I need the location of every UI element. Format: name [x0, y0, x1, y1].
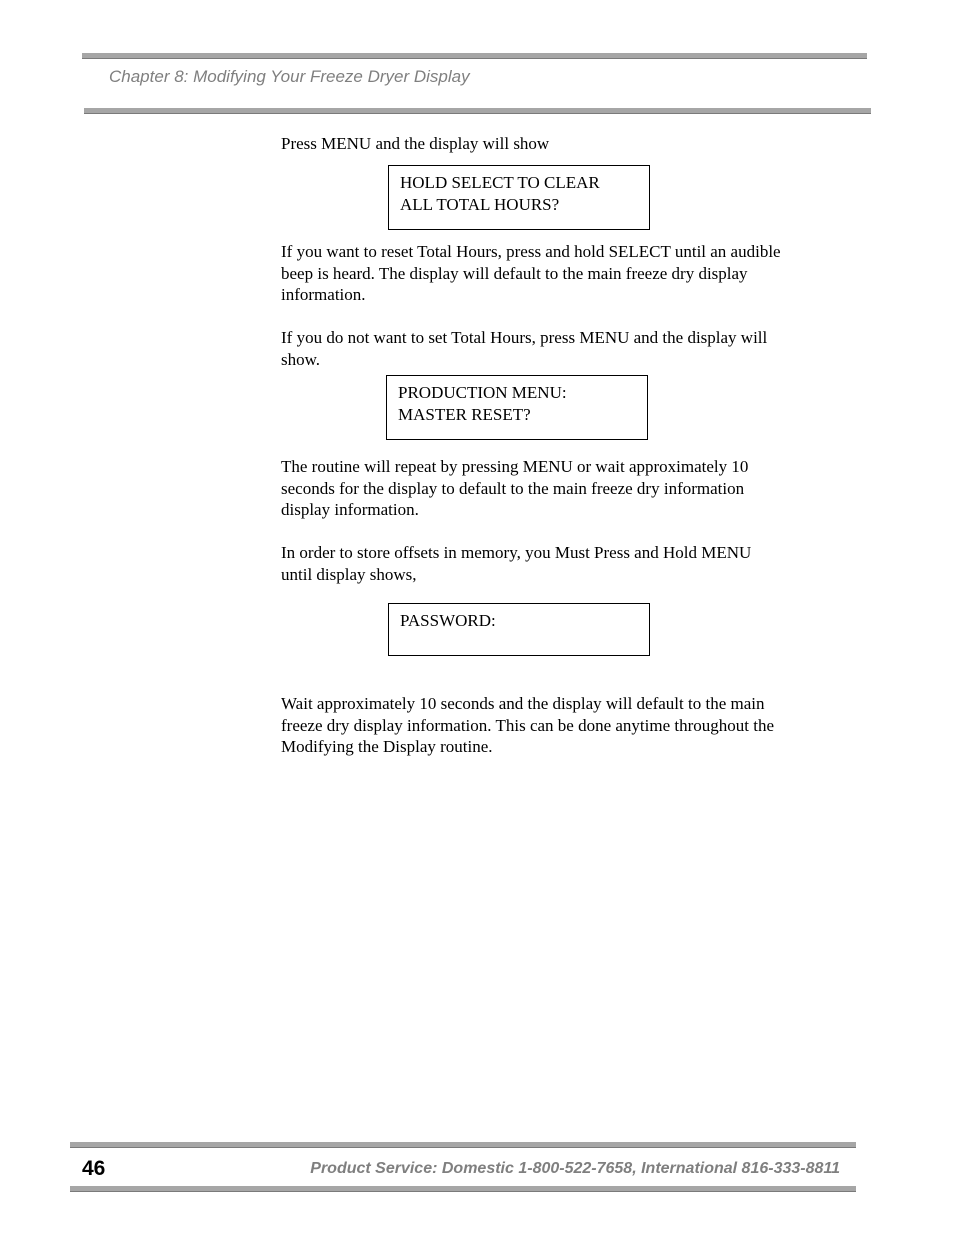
paragraph-routine-repeat: The routine will repeat by pressing MENU or wait approximately 10 seconds for the display to default to the main freeze dry information display information.: [281, 457, 749, 519]
chapter-title: Chapter 8: Modifying Your Freeze Dryer Display: [109, 67, 470, 86]
page-number: 46: [82, 1157, 106, 1180]
display-box-password: [388, 603, 650, 656]
footer-bottom-rule: [70, 1186, 856, 1192]
paragraph-wait: Wait approximately 10 seconds and the display will default to the main freeze dry display information. This can be done anytime throughout the Modifying the Display routine.: [281, 694, 775, 756]
display-line: PRODUCTION MENU:: [398, 383, 567, 402]
paragraph-store-offsets: In order to store offsets in memory, you Must Press and Hold MENU until display shows,: [281, 543, 752, 584]
product-service-contact: Product Service: Domestic 1-800-522-7658, International 816-333-8811: [310, 1160, 840, 1177]
paragraph-reset-hours: If you want to reset Total Hours, press and hold SELECT until an audible beep is heard. The display will default to the main freeze dry display information.: [281, 242, 781, 304]
paragraph-not-reset: If you do not want to set Total Hours, press MENU and the display will show.: [281, 328, 768, 369]
display-line: PASSWORD:: [400, 611, 496, 630]
paragraph-press-menu: Press MENU and the display will show: [281, 134, 550, 153]
header-bottom-rule: [84, 108, 871, 114]
display-line: HOLD SELECT TO CLEAR: [400, 173, 600, 192]
header-top-rule: [82, 53, 867, 59]
display-box-production-menu: [386, 375, 648, 440]
display-box-clear-hours: [388, 165, 650, 230]
display-line: MASTER RESET?: [398, 405, 531, 424]
footer-top-rule: [70, 1142, 856, 1148]
display-line: ALL TOTAL HOURS?: [400, 195, 560, 214]
